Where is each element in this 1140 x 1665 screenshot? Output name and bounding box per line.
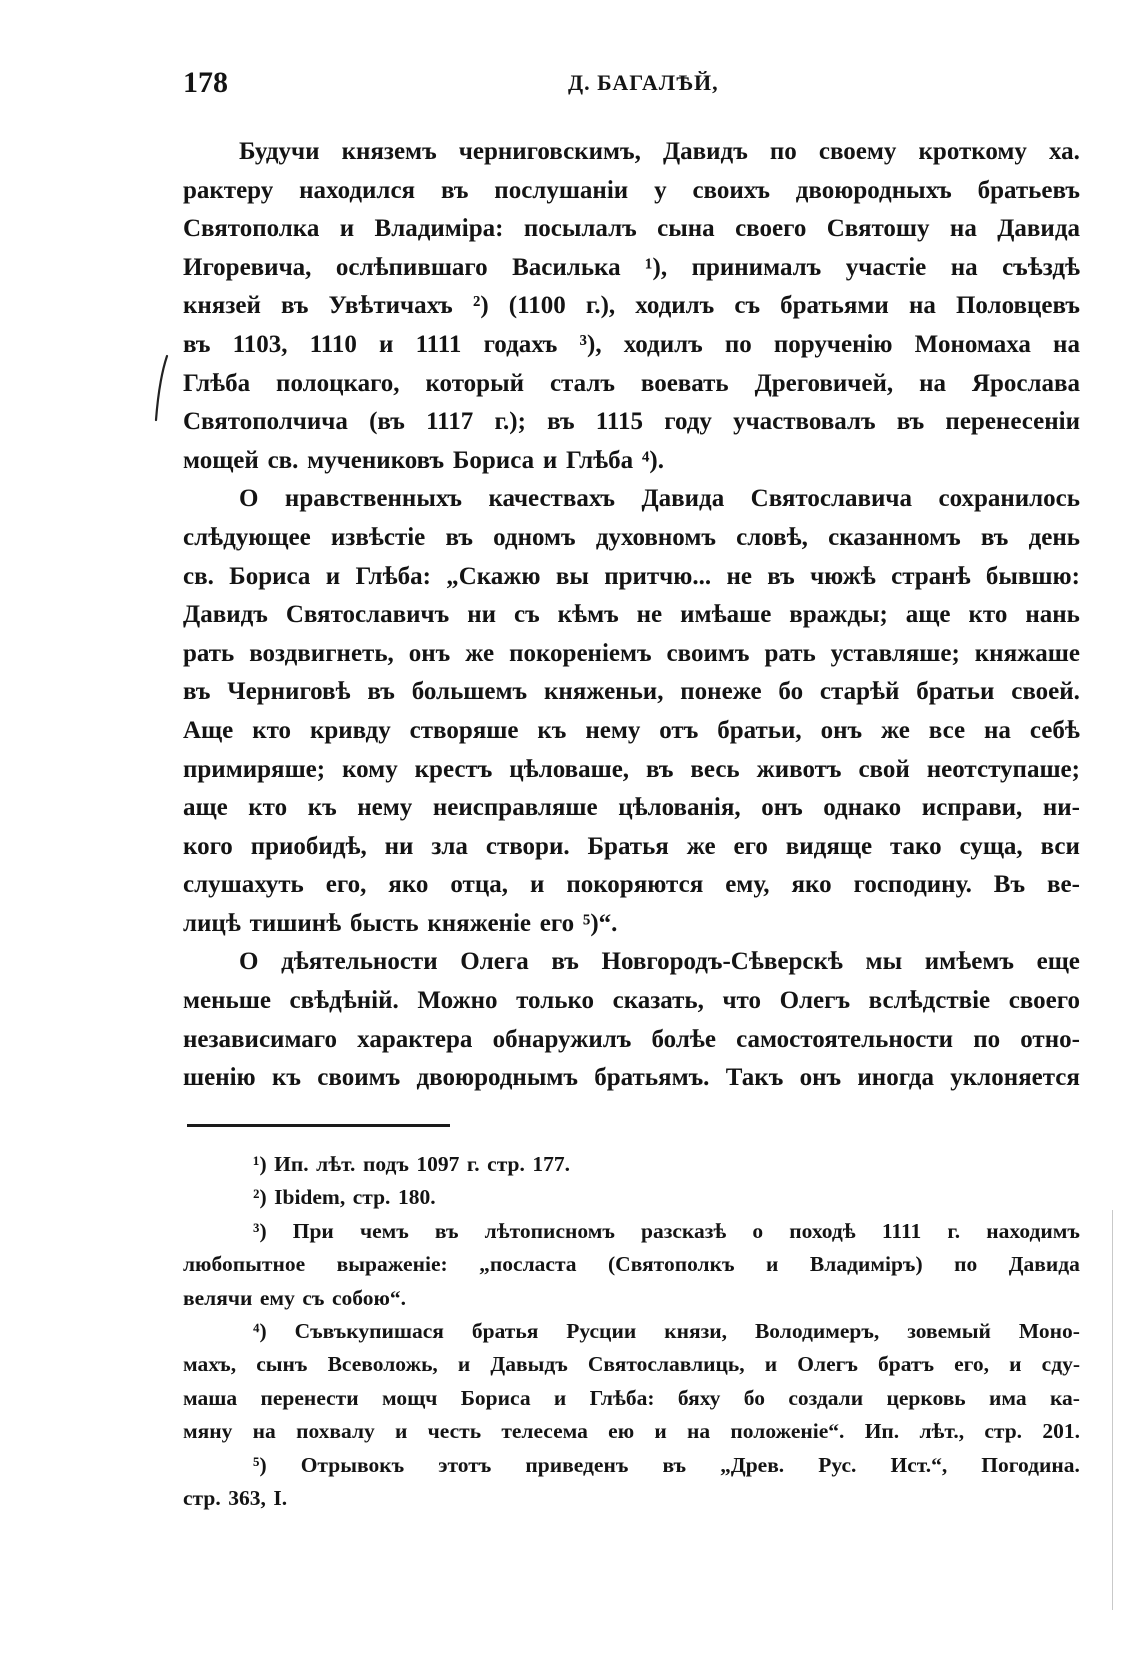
text-line: въ Черниговѣ въ большемъ княженьи, понеже бо старѣй братьи своей. <box>183 678 1080 706</box>
body-text <box>183 133 1080 1098</box>
footnote-line: махъ, сынъ Всеволожь, и Давыдъ Святославлиць, и Олегъ братъ его, и сду- <box>183 1352 1080 1377</box>
page-header <box>183 66 1080 106</box>
text-line: Будучи княземъ черниговскимъ, Давидъ по своему кроткому ха. <box>239 138 1080 165</box>
footnote-line: ⁴) Съвъкупишася братья Русции князи, Володимеръ, зовемый Моно- <box>253 1318 1080 1343</box>
text-line: шенію къ своимъ двоюроднымъ братьямъ. Такъ онъ иногда уклоняется <box>183 1064 1080 1092</box>
text-line: О нравственныхъ качествахъ Давида Святославича сохранилось <box>239 485 1080 513</box>
text-line: Святополка и Владиміра: посылалъ сына своего Святошу на Давида <box>183 215 1080 243</box>
margin-pencil-mark <box>153 354 173 424</box>
footnote-line: любопытное выраженіе: „посласта (Святополкъ и Владиміръ) по Давида <box>183 1252 1080 1277</box>
text-line: слушахуть его, яко отца, и покоряются ему, яко господину. Въ ве- <box>183 871 1080 899</box>
text-line: рактеру находился въ послушаніи у своихъ двоюродныхъ братьевъ <box>183 176 1080 204</box>
text-line: св. Бориса и Глѣба: „Скажю вы притчю... не въ чюжѣ странѣ бывшю: <box>183 562 1080 590</box>
text-line: Давидъ Святославичъ ни съ кѣмъ не имѣаше вражды; аще кто нань <box>183 601 1080 629</box>
text-line: въ 1103, 1110 и 1111 годахъ ³), ходилъ по порученію Мономаха на <box>183 330 1080 358</box>
text-line: слѣдующее извѣстіе въ одномъ духовномъ словѣ, сказанномъ въ день <box>183 523 1080 551</box>
footnote-line: ¹) Ип. лѣт. подъ 1097 г. стр. 177. <box>253 1152 570 1176</box>
text-line: примиряше; кому крестъ цѣловаше, въ весь животъ свой неотступаше; <box>183 755 1080 783</box>
text-line: рать воздвигнеть, онъ же покореніемъ своимъ рать уставляше; княжаше <box>183 639 1080 667</box>
text-line: О дѣятельности Олега въ Новгородъ-Сѣверскѣ мы имѣемъ еще <box>239 948 1080 976</box>
footnote-separator <box>187 1124 450 1127</box>
footnote-line: велячи ему съ собою“. <box>183 1285 407 1310</box>
page-number: 178 <box>183 66 228 99</box>
text-line: Глѣба полоцкаго, который сталъ воевать Дреговичей, на Ярослава <box>183 369 1080 397</box>
text-line: Аще кто кривду створяше къ нему отъ братьи, онъ же все на себѣ <box>183 716 1080 744</box>
footnote-line: ³) При чемъ въ лѣтописномъ разсказѣ о походѣ 1111 г. находимъ <box>253 1218 1080 1243</box>
footnote-line: маша перенести мощч Бориса и Глѣба: бяху бо создали церковь има ка- <box>183 1385 1080 1410</box>
text-line: мощей св. мучениковъ Бориса и Глѣба ⁴). <box>183 446 664 474</box>
text-line: лицѣ тишинѣ бысть княженіе его ⁵)“. <box>183 909 618 937</box>
page-edge-line <box>1112 1210 1113 1610</box>
footnote-line: ⁵) Отрывокъ этотъ приведенъ въ „Древ. Рус. Ист.“, Погодина. <box>253 1452 1080 1477</box>
footnote-line: ²) Ibidem, стр. 180. <box>253 1185 436 1210</box>
footnote-line: мяну на похвалу и честь телесема ею и на положеніе“. Ип. лѣт., стр. 201. <box>183 1419 1080 1444</box>
text-line: меньше свѣдѣній. Можно только сказать, что Олегъ вслѣдствіе своего <box>183 987 1080 1015</box>
text-line: кого приобидѣ, ни зла створи. Братья же его видяще тако суща, вси <box>183 832 1080 860</box>
footnote-line: стр. 363, I. <box>183 1485 288 1510</box>
text-line: Игоревича, ослѣпившаго Василька ¹), принималъ участіе на съѣздѣ <box>183 253 1080 281</box>
text-line: князей въ Увѣтичахъ ²) (1100 г.), ходилъ съ братьями на Половцевъ <box>183 292 1080 320</box>
text-line: Святополчича (въ 1117 г.); въ 1115 году участвовалъ въ перенесеніи <box>183 408 1080 436</box>
text-line: независимаго характера обнаружилъ болѣе самостоятельности по отно- <box>183 1025 1080 1053</box>
footnotes <box>183 1148 1080 1515</box>
running-head: Д. БАГАЛѢЙ, <box>568 70 719 95</box>
text-line: аще кто къ нему неисправляше цѣлованія, онъ однако исправи, ни- <box>183 794 1080 822</box>
